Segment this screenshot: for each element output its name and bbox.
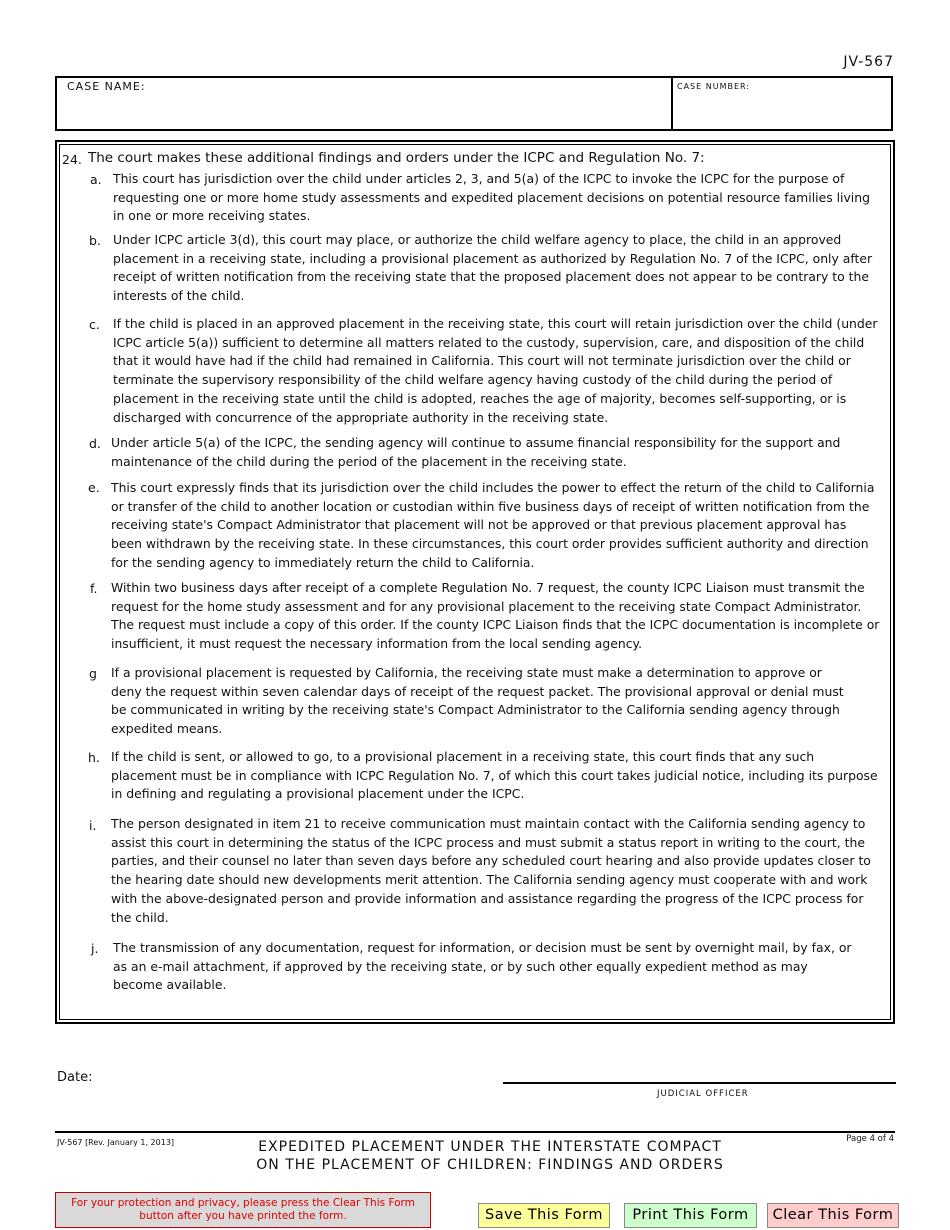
subitem-text: The transmission of any documentation, request for information, or decision must be sent by overnight mail, by fax, or as an e-mail attachment, if approved by the receiving state, or by such other equally expedient method as may become available. bbox=[113, 940, 852, 993]
item-heading: The court makes these additional findings and orders under the ICPC and Regulation No. 7: bbox=[88, 150, 705, 166]
subitem-text: Within two business days after receipt of a complete Regulation No. 7 request, the county ICPC Liaison must transmit the request for the home study assessment and for any provisional placement to the receiving state Compact Administrator. The request must include a copy of this order. If the county ICPC Liaison finds that the ICPC documentation is incomplete or insufficient, it must request the necessary information from the local sending agency. bbox=[111, 580, 880, 652]
form-title-line-1: EXPEDITED PLACEMENT UNDER THE INTERSTATE COMPACT bbox=[258, 1139, 722, 1155]
subitem-text: The person designated in item 21 to receive communication must maintain contact with the California sending agency to assist this court in determining the status of the ICPC process and must submit a status report in writing to the court, the parties, and their counsel no later than seven days before any scheduled court hearing and also provide updates closer to the hearing date should new developments merit attention. The California sending agency must cooperate with and work with the above-designated person and provide information and assistance regarding the progress of the ICPC process for the child. bbox=[111, 816, 871, 925]
subitem-text: If a provisional placement is requested by California, the receiving state must make a determination to approve or deny the request within seven calendar days of receipt of the request packet. The provisional approval or denial must be communicated in writing by the receiving state's Compact Administrator to the California sending agency through expedited means. bbox=[111, 665, 844, 737]
subitem-letter: g bbox=[89, 666, 97, 681]
subitem-letter: c. bbox=[89, 317, 100, 332]
subitem-letter: e. bbox=[88, 480, 100, 495]
subitem-text: Under article 5(a) of the ICPC, the sending agency will continue to assume financial responsibility for the support and maintenance of the child during the period of the placement in the receiving state. bbox=[111, 435, 841, 469]
clear-form-button[interactable]: Clear This Form bbox=[767, 1203, 899, 1228]
form-number: JV-567 bbox=[843, 54, 894, 70]
item-number: 24. bbox=[62, 152, 82, 167]
subitem-letter: h. bbox=[88, 750, 100, 765]
subitem-text: Under ICPC article 3(d), this court may place, or authorize the child welfare agency to place, the child in an approved placement in a receiving state, including a provisional placement as authorized by Regulation No. 7 of the ICPC, only after receipt of written notification from the receiving state that the proposed placement does not appear to be contrary to the interests of the child. bbox=[113, 232, 873, 304]
case-name-label: CASE NAME: bbox=[67, 80, 146, 93]
footer-rule bbox=[55, 1131, 895, 1133]
subitem-text: If the child is placed in an approved placement in the receiving state, this court will retain jurisdiction over the child (under ICPC article 5(a)) sufficient to determine all matters related to the custody, supervision, care, and disposition of the child that it would have had if the child had remained in California. This court will not terminate jurisdiction over the child or terminate the supervisory responsibility of the child welfare agency having custody of the child during the period of placement in the receiving state until the child is adopted, reaches the age of majority, becomes self-supporting, or is discharged with concurrence of the appropriate authority in the receiving state. bbox=[113, 316, 878, 425]
judicial-officer-label: JUDICIAL OFFICER bbox=[657, 1089, 749, 1099]
subitem-letter: j. bbox=[91, 941, 99, 956]
privacy-notice: For your protection and privacy, please press the Clear This Form button after you have printed the form. bbox=[55, 1192, 431, 1228]
subitem-letter: d. bbox=[89, 436, 101, 451]
signature-line bbox=[503, 1082, 896, 1084]
case-divider bbox=[671, 78, 673, 129]
form-title-line-2: ON THE PLACEMENT OF CHILDREN: FINDINGS AND ORDERS bbox=[256, 1157, 724, 1173]
subitem-letter: i. bbox=[89, 818, 97, 833]
print-form-button[interactable]: Print This Form bbox=[624, 1203, 757, 1228]
case-number-label: CASE NUMBER: bbox=[677, 82, 751, 91]
subitem-letter: f. bbox=[90, 581, 98, 596]
revision-label: JV-567 [Rev. January 1, 2013] bbox=[57, 1138, 175, 1147]
form-title bbox=[190, 1138, 790, 1174]
date-label: Date: bbox=[57, 1070, 93, 1085]
subitem-text: If the child is sent, or allowed to go, to a provisional placement in a receiving state, this court finds that any such placement must be in compliance with ICPC Regulation No. 7, of which this court takes judicial notice, including its purpose in defining and regulating a provisional placement under the ICPC. bbox=[111, 749, 878, 802]
subitem-text: This court expressly finds that its jurisdiction over the child includes the power to effect the return of the child to California or transfer of the child to another location or custodian within five business days of receipt of written notification from the receiving state's Compact Administrator that placement will not be approved or that previous placement approval has been withdrawn by the receiving state. In these circumstances, this court order provides sufficient authority and direction for the sending agency to immediately return the child to California. bbox=[111, 480, 875, 570]
subitem-letter: a. bbox=[90, 172, 102, 187]
save-form-button[interactable]: Save This Form bbox=[478, 1203, 610, 1228]
page-number: Page 4 of 4 bbox=[846, 1134, 894, 1144]
case-header-box bbox=[55, 76, 893, 131]
subitem-letter: b. bbox=[89, 233, 101, 248]
subitem-text: This court has jurisdiction over the child under articles 2, 3, and 5(a) of the ICPC to invoke the ICPC for the purpose of requesting one or more home study assessments and expedited placement decisions on potential resource families living in one or more receiving states. bbox=[113, 171, 870, 224]
